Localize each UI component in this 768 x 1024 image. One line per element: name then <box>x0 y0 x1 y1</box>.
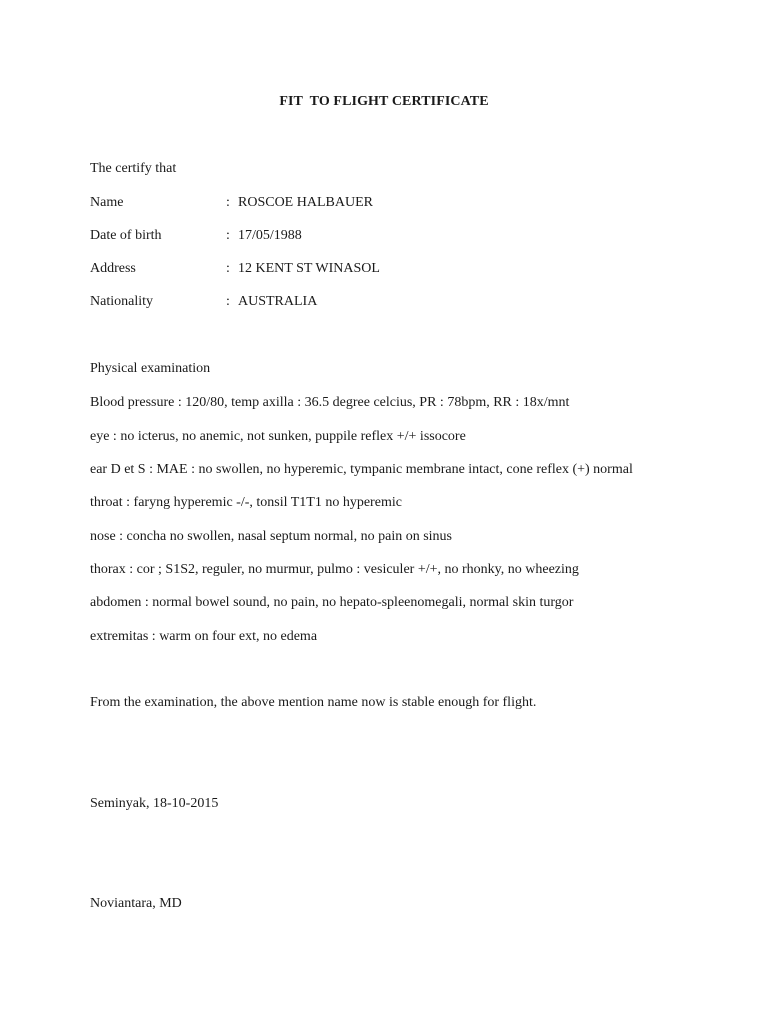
address-value: 12 KENT ST WINASOL <box>238 261 380 276</box>
field-separator: : <box>226 228 230 243</box>
field-label: Name <box>90 195 124 210</box>
date-of-birth-value: 17/05/1988 <box>238 228 302 243</box>
field-separator: : <box>226 261 230 276</box>
exam-line-ear: ear D et S : MAE : no swollen, no hyperemic, tympanic membrane intact, cone reflex (+) normal <box>90 462 633 477</box>
field-separator: : <box>226 195 230 210</box>
place-date: Seminyak, 18-10-2015 <box>90 796 219 811</box>
field-row-nationality <box>0 293 768 311</box>
field-separator: : <box>226 294 230 309</box>
field-row-address <box>0 260 768 278</box>
exam-line-throat: throat : faryng hyperemic -/-, tonsil T1T1 no hyperemic <box>90 495 402 510</box>
exam-line-vitals: Blood pressure : 120/80, temp axilla : 36.5 degree celcius, PR : 78bpm, RR : 18x/mnt <box>90 395 570 410</box>
exam-line-abdomen: abdomen : normal bowel sound, no pain, no hepato-spleenomegali, normal skin turgor <box>90 595 574 610</box>
exam-line-eye: eye : no icterus, no anemic, not sunken, puppile reflex +/+ issocore <box>90 429 466 444</box>
patient-name-value: ROSCOE HALBAUER <box>238 195 373 210</box>
field-label: Address <box>90 261 136 276</box>
field-row-name <box>0 194 768 212</box>
exam-heading: Physical examination <box>90 361 211 376</box>
exam-line-nose: nose : concha no swollen, nasal septum normal, no pain on sinus <box>90 529 452 544</box>
nationality-value: AUSTRALIA <box>238 294 318 309</box>
field-label: Nationality <box>90 294 153 309</box>
field-label: Date of birth <box>90 228 162 243</box>
document-title: FIT TO FLIGHT CERTIFICATE <box>279 94 489 109</box>
conclusion-text: From the examination, the above mention name now is stable enough for flight. <box>90 695 537 710</box>
intro-text: The certify that <box>90 161 177 176</box>
field-row-dob <box>0 227 768 245</box>
exam-line-extremitas: extremitas : warm on four ext, no edema <box>90 629 318 644</box>
exam-line-thorax: thorax : cor ; S1S2, reguler, no murmur, pulmo : vesiculer +/+, no rhonky, no wheezing <box>90 562 579 577</box>
signatory-name: Noviantara, MD <box>90 896 182 911</box>
